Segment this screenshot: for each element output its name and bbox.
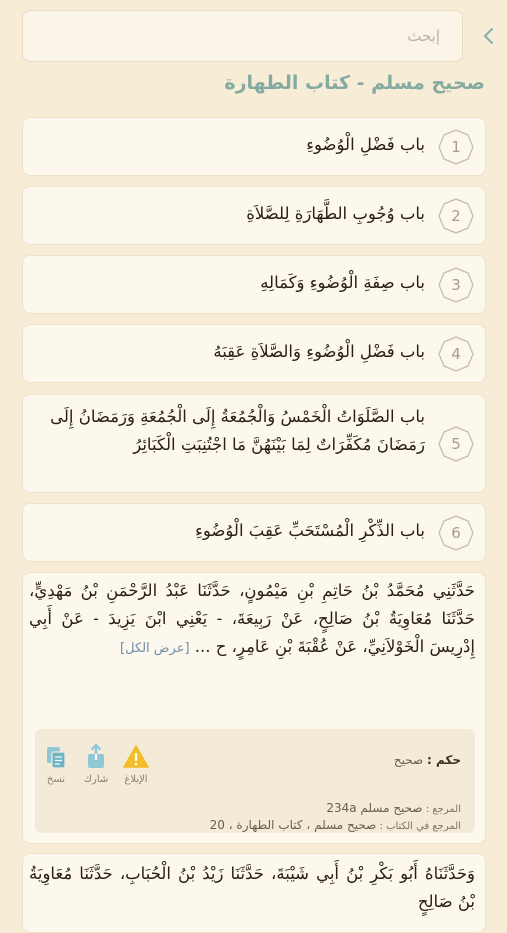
show-all-link[interactable]: [عرض الكل] (120, 641, 190, 656)
chapter-number-badge (437, 197, 475, 235)
hadith-card (22, 853, 486, 933)
report-button[interactable] (117, 743, 155, 799)
chapter-title: باب الصَّلَوَاتُ الْخَمْسُ وَالْجُمُعَةُ إِلَى الْجُمُعَةِ وَرَمَضَانُ إِلَى رَمَضَانَ مُكَفِّرَاتٌ لِمَا بَيْنَهُنَّ مَا اجْتُنِبَتِ الْكَبَائِرُ (50, 407, 425, 454)
reference-label: المرجع : (425, 804, 461, 815)
chapter-item-5[interactable] (22, 394, 486, 493)
chapter-item-3[interactable] (22, 255, 486, 314)
hadith-ruling (394, 753, 461, 767)
chapter-title: باب فَضْلِ الْوُضُوءِ (306, 135, 425, 154)
chapter-number: 3 (451, 276, 461, 294)
ruling-label: حكم : (426, 753, 461, 767)
chapter-number: 6 (451, 524, 461, 542)
page-title: صحيح مسلم - كتاب الطهارة (224, 72, 485, 94)
hadith-text (29, 577, 475, 663)
chapter-number-badge (437, 425, 475, 463)
hadith-card (22, 572, 486, 844)
chapter-number-badge (437, 514, 475, 552)
reference-value: صحيح مسلم 234a (326, 801, 423, 815)
chapter-item-4[interactable] (22, 324, 486, 383)
chapter-item-1[interactable] (22, 117, 486, 176)
chapter-number: 5 (451, 435, 461, 453)
book-reference-value: صحيح مسلم ، كتاب الطهارة ، 20 (209, 818, 377, 832)
search-input[interactable] (23, 11, 462, 61)
chapter-title: باب الذِّكْرِ الْمُسْتَحَبِّ عَقِبَ الْوُضُوءِ (195, 521, 425, 540)
chapter-number: 1 (451, 138, 461, 156)
chapter-number: 4 (451, 345, 461, 363)
chapter-title: باب فَضْلِ الْوُضُوءِ وَالصَّلاَةِ عَقِبَهُ (213, 342, 425, 361)
warning-icon (122, 743, 150, 771)
chapter-item-2[interactable] (22, 186, 486, 245)
report-label: الإبلاغ (124, 774, 148, 785)
ruling-value: صحيح (393, 753, 424, 767)
chapter-number-badge (437, 128, 475, 166)
hadith-body: وَحَدَّثَنَاهُ أَبُو بَكْرِ بْنُ أَبِي شَيْبَةَ، حَدَّثَنَا زَيْدُ بْنُ الْحُبَابِ، حَدَّثَنَا مُعَاوِيَةُ بْنُ صَالِحٍ (29, 864, 475, 911)
copy-icon (42, 743, 70, 771)
hadith-text (29, 860, 475, 916)
chapter-number-badge (437, 335, 475, 373)
hadith-body: حَدَّثَنِي مُحَمَّدُ بْنُ حَاتِمِ بْنِ مَيْمُونٍ، حَدَّثَنَا عَبْدُ الرَّحْمَنِ بْنُ مَهْدِيٍّ، حَدَّثَنَا مُعَاوِيَةُ بْنُ صَالِحٍ، عَنْ رَبِيعَةَ، - يَعْنِي ابْنَ يَزِيدَ - عَنْ أَبِي إِدْرِيسَ الْخَوْلاَنِيِّ، عَنْ عُقْبَةَ بْنِ عَامِرٍ، ح ... (29, 581, 475, 656)
copy-button[interactable] (37, 743, 75, 799)
chapter-number-badge (437, 266, 475, 304)
book-reference-label: المرجع في الكتاب : (379, 821, 461, 832)
chapter-item-6[interactable] (22, 503, 486, 562)
chapter-title: باب صِفَةِ الْوُضُوءِ وَكَمَالِهِ (260, 273, 425, 292)
share-label: شارك (83, 774, 109, 785)
search-box[interactable] (22, 10, 463, 62)
share-icon (82, 743, 110, 771)
reference (326, 801, 461, 815)
header (0, 0, 507, 105)
chevron-left-icon[interactable] (478, 24, 500, 48)
share-button[interactable] (77, 743, 115, 799)
copy-label: نسخ (46, 774, 66, 785)
chapter-title: باب وُجُوبِ الطَّهَارَةِ لِلصَّلاَةِ (246, 204, 425, 223)
book-reference (210, 818, 461, 832)
chapter-number: 2 (451, 207, 461, 225)
hadith-meta (35, 729, 475, 833)
